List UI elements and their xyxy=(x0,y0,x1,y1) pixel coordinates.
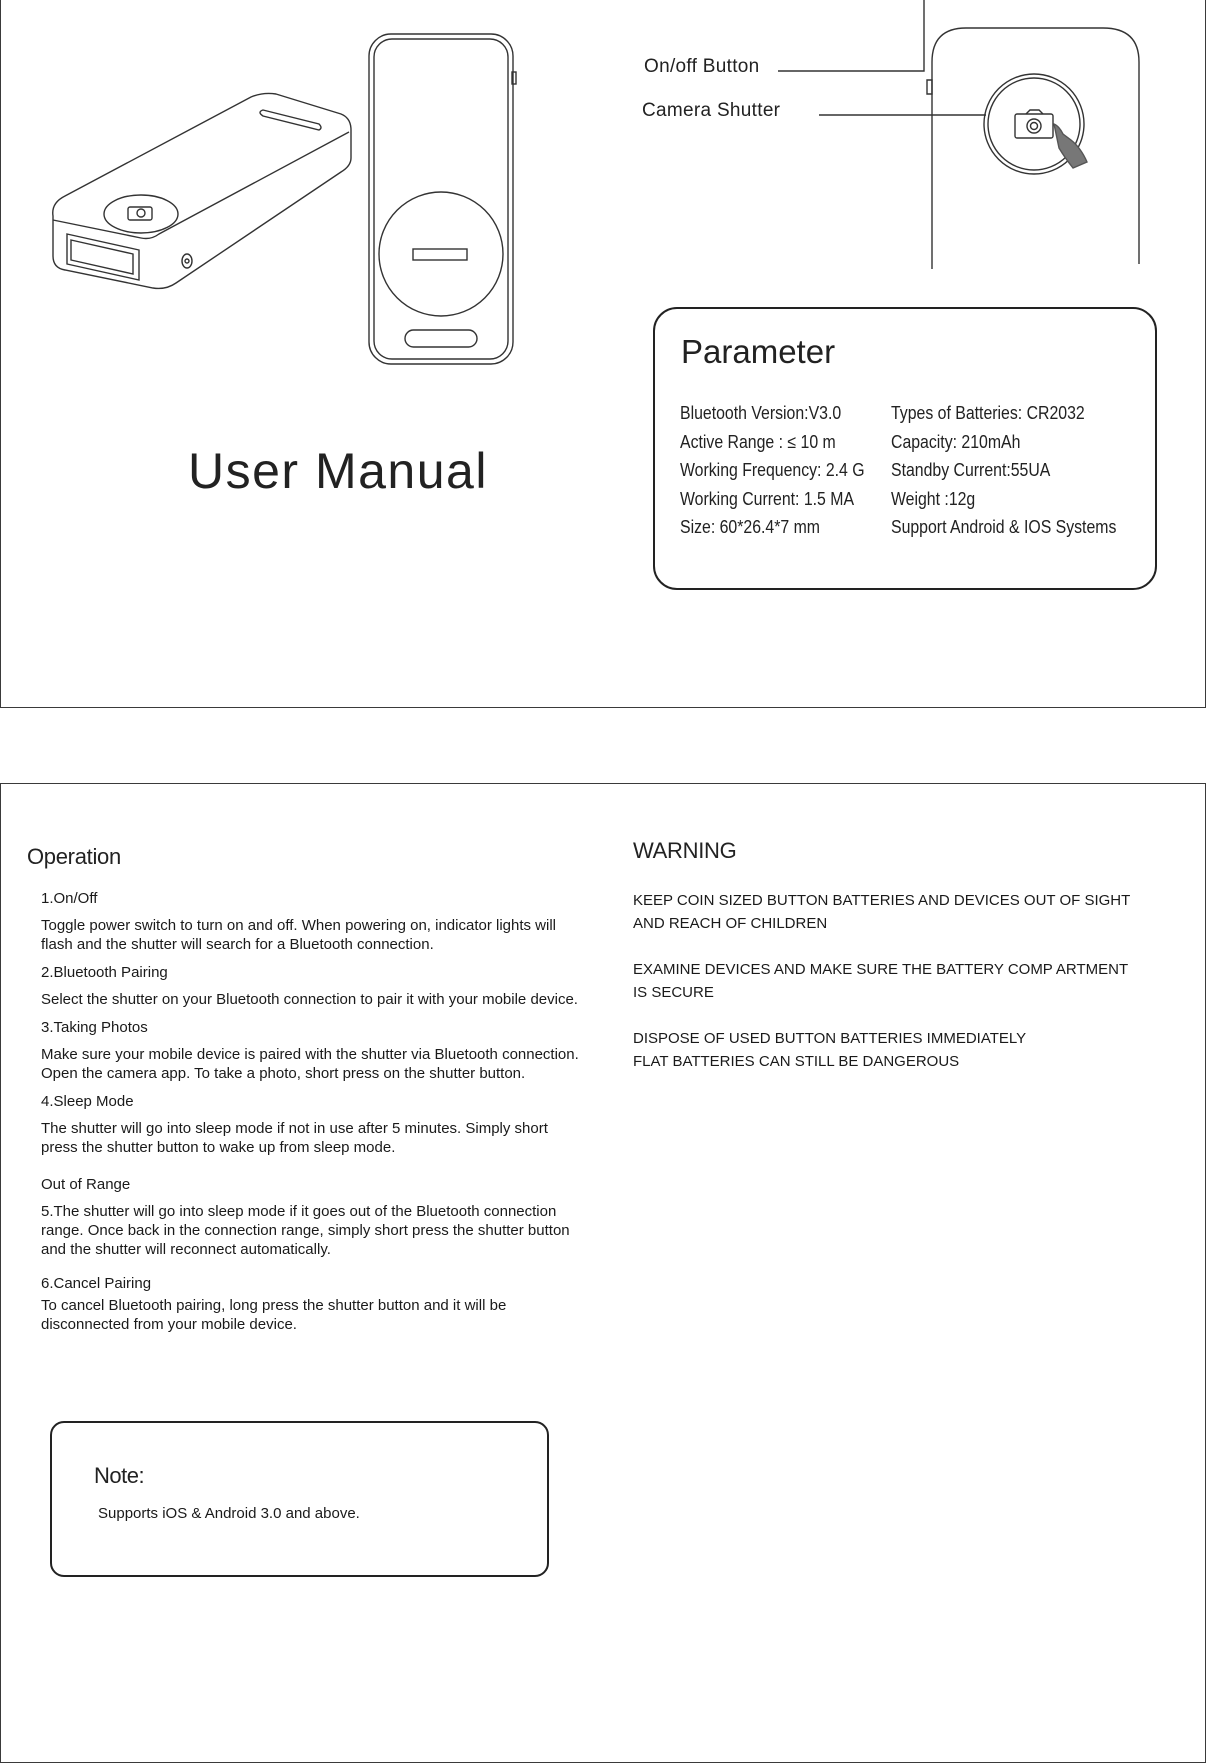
param-standby-current: Standby Current:55UA xyxy=(891,460,1051,480)
parameter-title: Parameter xyxy=(681,333,836,370)
param-active-range: Active Range : ≤ 10 m xyxy=(680,431,836,452)
note-panel xyxy=(50,1421,549,1577)
op-text-cancel-pairing: To cancel Bluetooth pairing, long press the shutter button and it will be disconnected from your mobile device. xyxy=(41,1297,507,1333)
warning-section xyxy=(633,889,1193,1096)
warning-heading: WARNING xyxy=(633,838,737,863)
on-off-button-callout: On/off Button xyxy=(644,56,760,77)
operation-section xyxy=(41,889,581,1343)
op-heading-on-off: 1.On/Off xyxy=(41,890,98,907)
operation-heading: Operation xyxy=(27,844,121,869)
op-text-taking-photos: Make sure your mobile device is paired with the shutter via Bluetooth connection. Open the camera app. To take a photo, short press on the shutter button. xyxy=(41,1046,579,1082)
op-heading-taking-photos: 3.Taking Photos xyxy=(41,1019,148,1036)
op-text-out-of-range: 5.The shutter will go into sleep mode if it goes out of the Bluetooth connection range. Once back in the connection range, simply short press the shutter button and the shutter will reconnect automatically. xyxy=(41,1203,570,1258)
camera-shutter-callout: Camera Shutter xyxy=(642,100,781,121)
op-text-on-off: Toggle power switch to turn on and off. When powering on, indicator lights will flash and the shutter will search for a Bluetooth connection. xyxy=(41,917,557,953)
op-text-pairing: Select the shutter on your Bluetooth connection to pair it with your mobile device. xyxy=(41,991,578,1008)
op-text-sleep-mode: The shutter will go into sleep mode if not in use after 5 minutes. Simply short press the shutter button to wake up from sleep mode. xyxy=(41,1120,548,1156)
param-supported-systems: Support Android & IOS Systems xyxy=(891,517,1117,537)
param-size: Size: 60*26.4*7 mm xyxy=(680,517,821,537)
warning-item: EXAMINE DEVICES AND MAKE SURE THE BATTERY COMP ARTMENT IS SECURE xyxy=(633,961,1129,1001)
warning-item: DISPOSE OF USED BUTTON BATTERIES IMMEDIATELY FLAT BATTERIES CAN STILL BE DANGEROUS xyxy=(633,1030,1027,1070)
note-title: Note: xyxy=(94,1463,145,1488)
op-heading-sleep-mode: 4.Sleep Mode xyxy=(41,1093,134,1110)
remote-angled-illustration xyxy=(53,93,351,288)
parameter-list-right xyxy=(891,399,1116,542)
note-text: Supports iOS & Android 3.0 and above. xyxy=(98,1505,360,1522)
op-heading-pairing: 2.Bluetooth Pairing xyxy=(41,964,168,981)
parameter-panel xyxy=(653,307,1157,590)
param-working-current: Working Current: 1.5 MA xyxy=(680,488,855,509)
remote-back-illustration xyxy=(369,34,516,364)
remote-side-illustration xyxy=(778,0,1139,269)
param-capacity: Capacity: 210mAh xyxy=(891,431,1021,452)
op-heading-cancel-pairing: 6.Cancel Pairing xyxy=(41,1275,152,1292)
parameter-list-left xyxy=(680,399,865,542)
param-battery-type: Types of Batteries: CR2032 xyxy=(891,403,1085,423)
manual-instructions-page xyxy=(0,783,1206,1763)
manual-cover-page xyxy=(0,0,1206,708)
warning-item: KEEP COIN SIZED BUTTON BATTERIES AND DEVICES OUT OF SIGHT AND REACH OF CHILDREN xyxy=(633,892,1131,932)
param-weight: Weight :12g xyxy=(891,488,976,509)
param-bluetooth-version: Bluetooth Version:V3.0 xyxy=(680,403,842,423)
manual-title: User Manual xyxy=(188,443,488,499)
param-working-frequency: Working Frequency: 2.4 G xyxy=(680,460,865,480)
op-heading-out-of-range: Out of Range xyxy=(41,1176,131,1193)
